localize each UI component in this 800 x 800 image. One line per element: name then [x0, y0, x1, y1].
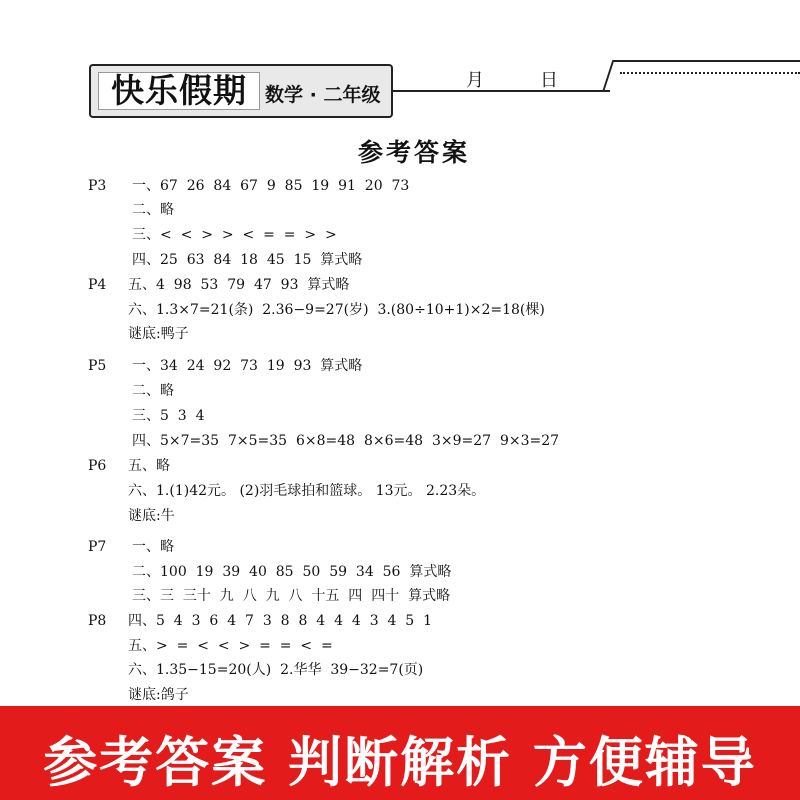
answer-line: 二、100 19 39 40 85 50 59 34 56 算式略 [132, 564, 452, 580]
header-dotted-rule [620, 72, 800, 74]
answer-line: 五、> = < < > = = < = [128, 638, 333, 654]
riddle-answer: 谜底:鸽子 [128, 687, 189, 703]
banner-text: 参考答案 判断解析 方便辅导 [43, 731, 757, 794]
page-label-p6: P6 [88, 458, 107, 474]
answer-line: 五、4 98 53 79 47 93 算式略 [128, 277, 350, 293]
riddle-answer: 谜底:鸭子 [128, 326, 189, 342]
logo-title: 快乐假期 [98, 72, 260, 110]
answer-line: 四、5 4 3 6 4 7 3 8 8 4 4 4 3 4 5 1 [128, 613, 433, 629]
answer-line: 三、< < > > < = = > > [132, 227, 337, 243]
page-title: 参考答案 [357, 138, 470, 167]
answer-line: 四、25 63 84 18 45 15 算式略 [132, 252, 363, 268]
answer-line: 一、略 [132, 539, 174, 555]
answer-line: 一、67 26 84 67 9 85 19 91 20 73 [132, 178, 410, 194]
page-label-p8: P8 [88, 613, 107, 629]
answer-line: 四、5×7=35 7×5=35 6×8=48 8×6=48 3×9=27 9×3=27 [132, 433, 560, 449]
header-top-rule [614, 60, 800, 62]
logo-subtitle: 数学 · 二年级 [265, 84, 381, 106]
answer-line: 六、1.35−15=20(人) 2.华华 39−32=7(页) [128, 662, 424, 678]
answer-line: 五、略 [128, 458, 170, 474]
answer-line: 三、5 3 4 [132, 408, 205, 424]
header-slash [602, 60, 614, 92]
answer-line: 二、略 [132, 202, 174, 218]
day-label: 日 [540, 70, 558, 91]
page-label-p4: P4 [88, 277, 107, 293]
page-label-p5: P5 [88, 358, 107, 374]
answer-line: 三、三 三十 九 八 九 八 十五 四 四十 算式略 [132, 588, 451, 604]
answer-line: 一、34 24 92 73 19 93 算式略 [132, 358, 363, 374]
header-rule [393, 90, 610, 92]
month-label: 月 [466, 70, 484, 91]
header-logo [89, 64, 393, 118]
riddle-answer: 谜底:牛 [128, 508, 175, 524]
answer-line: 六、1.(1)42元。 (2)羽毛球拍和篮球。 13元。 2.23朵。 [128, 483, 486, 499]
promo-banner [0, 706, 800, 800]
answer-line: 六、1.3×7=21(条) 2.36−9=27(岁) 3.(80÷10+1)×2=18(棵) [128, 302, 545, 318]
page-label-p3: P3 [88, 178, 107, 194]
answer-line: 二、略 [132, 383, 174, 399]
page-label-p7: P7 [88, 539, 107, 555]
